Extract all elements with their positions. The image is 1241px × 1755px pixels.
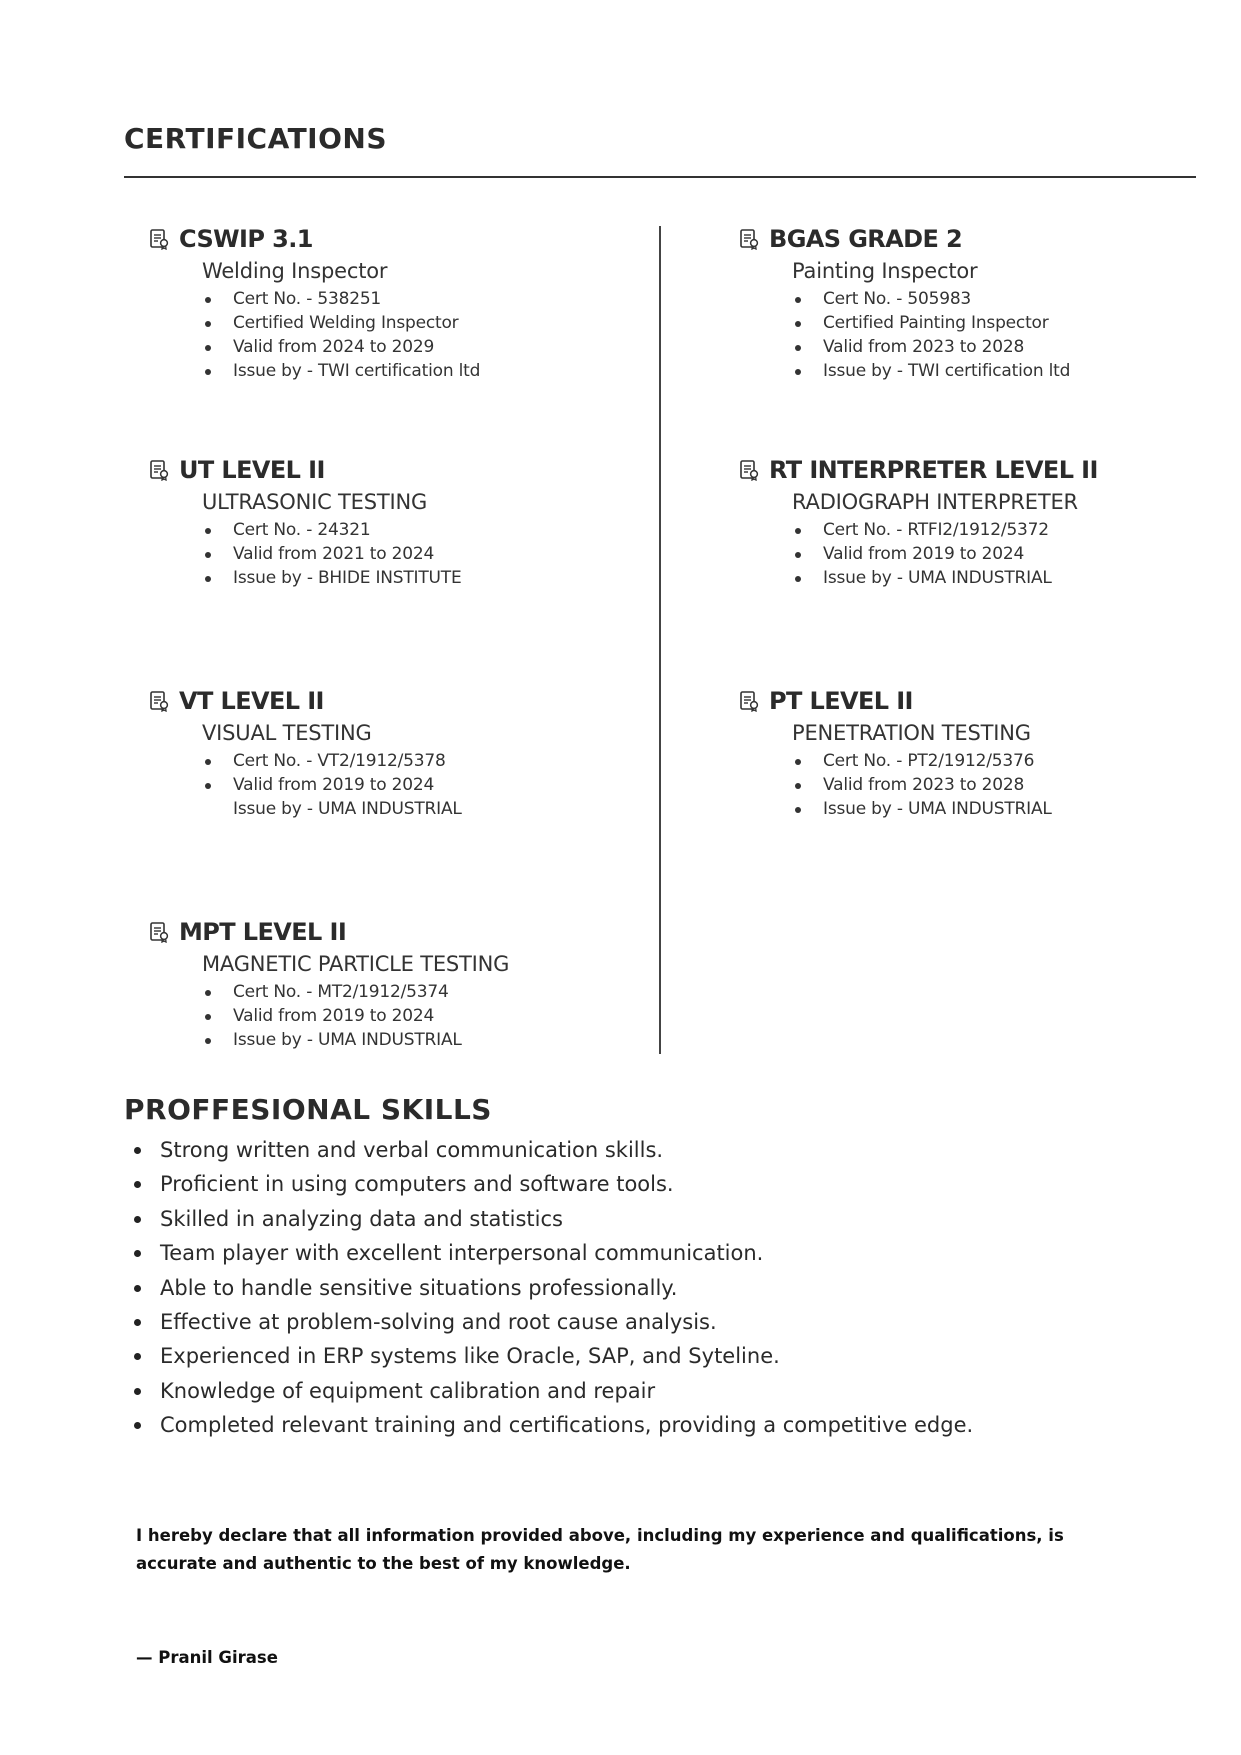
cert-validity: Valid from 2019 to 2024 [233,1004,668,1028]
cert-issuer: Issue by - TWI certification ltd [823,359,1093,383]
certification-role: Painting Inspector [792,259,978,283]
certification-name: VT LEVEL II [179,687,324,715]
certification-role: Welding Inspector [202,259,388,283]
cert-issuer: Issue by - UMA INDUSTRIAL [233,1028,668,1052]
cert-validity: Valid from 2019 to 2024 [823,542,1241,566]
cert-validity: Valid from 2019 to 2024 [233,773,668,797]
certification-ut [148,455,668,590]
cert-number: Cert No. - 24321 [233,518,668,542]
declaration-text: I hereby declare that all information provided above, including my experience and qualifications, is accurate and authentic to the best of my knowledge. [136,1526,1064,1573]
certification-mpt [148,917,668,1052]
skill-item: Skilled in analyzing data and statistics [124,1202,973,1236]
skill-item: Experienced in ERP systems like Oracle, SAP, and Syteline. [124,1339,973,1373]
cert-number: Cert No. - 538251 [233,287,668,311]
certification-rt [738,455,1241,590]
signature: — Pranil Girase [136,1648,278,1667]
certification-name: PT LEVEL II [769,687,913,715]
skills-list [124,1133,973,1443]
certification-name: CSWIP 3.1 [179,225,313,253]
certificate-icon [738,228,760,250]
cert-issuer: Issue by - UMA INDUSTRIAL [823,566,1241,590]
skill-item: Strong written and verbal communication skills. [124,1133,973,1167]
certification-role: RADIOGRAPH INTERPRETER [792,490,1078,514]
skill-item: Team player with excellent interpersonal communication. [124,1236,973,1270]
skill-item: Knowledge of equipment calibration and repair [124,1374,973,1408]
cert-number: Cert No. - VT2/1912/5378 [233,749,668,773]
certification-name: BGAS GRADE 2 [769,225,963,253]
cert-validity: Valid from 2023 to 2028 [823,773,1241,797]
certificate-icon [148,921,170,943]
cert-issuer: Issue by - BHIDE INSTITUTE [233,566,668,590]
certificate-icon [738,690,760,712]
certification-bgas [738,224,1241,383]
cert-issuer: Issue by - UMA INDUSTRIAL [823,797,1241,821]
cert-validity: Valid from 2021 to 2024 [233,542,668,566]
certificate-icon [148,228,170,250]
skill-item: Able to handle sensitive situations professionally. [124,1271,973,1305]
cert-number: Cert No. - 505983 [823,287,1241,311]
certification-name: MPT LEVEL II [179,918,347,946]
certification-role: PENETRATION TESTING [792,721,1031,745]
cert-description: Certified Welding Inspector [233,311,668,335]
certification-cswip [148,224,668,383]
skills-heading: PROFFESIONAL SKILLS [124,1093,492,1126]
cert-validity: Valid from 2024 to 2029 [233,335,668,359]
cert-validity: Valid from 2023 to 2028 [823,335,1241,359]
certification-vt [148,686,668,821]
certification-role: MAGNETIC PARTICLE TESTING [202,952,510,976]
skill-item: Effective at problem-solving and root cause analysis. [124,1305,973,1339]
certification-role: ULTRASONIC TESTING [202,490,428,514]
certificate-icon [148,690,170,712]
certificate-icon [148,459,170,481]
certification-name: RT INTERPRETER LEVEL II [769,456,1098,484]
skill-item: Completed relevant training and certifications, providing a competitive edge. [124,1408,973,1442]
certifications-heading: CERTIFICATIONS [124,122,388,155]
cert-issuer: Issue by - UMA INDUSTRIAL [233,799,462,819]
certification-pt [738,686,1241,821]
cert-number: Cert No. - RTFI2/1912/5372 [823,518,1241,542]
certification-name: UT LEVEL II [179,456,325,484]
certificate-icon [738,459,760,481]
cert-number: Cert No. - MT2/1912/5374 [233,980,668,1004]
certification-role: VISUAL TESTING [202,721,372,745]
cert-description: Certified Painting Inspector [823,311,1241,335]
section-divider [124,176,1196,178]
cert-issuer: Issue by - TWI certification ltd [233,359,503,383]
cert-number: Cert No. - PT2/1912/5376 [823,749,1241,773]
skill-item: Proficient in using computers and software tools. [124,1167,973,1201]
